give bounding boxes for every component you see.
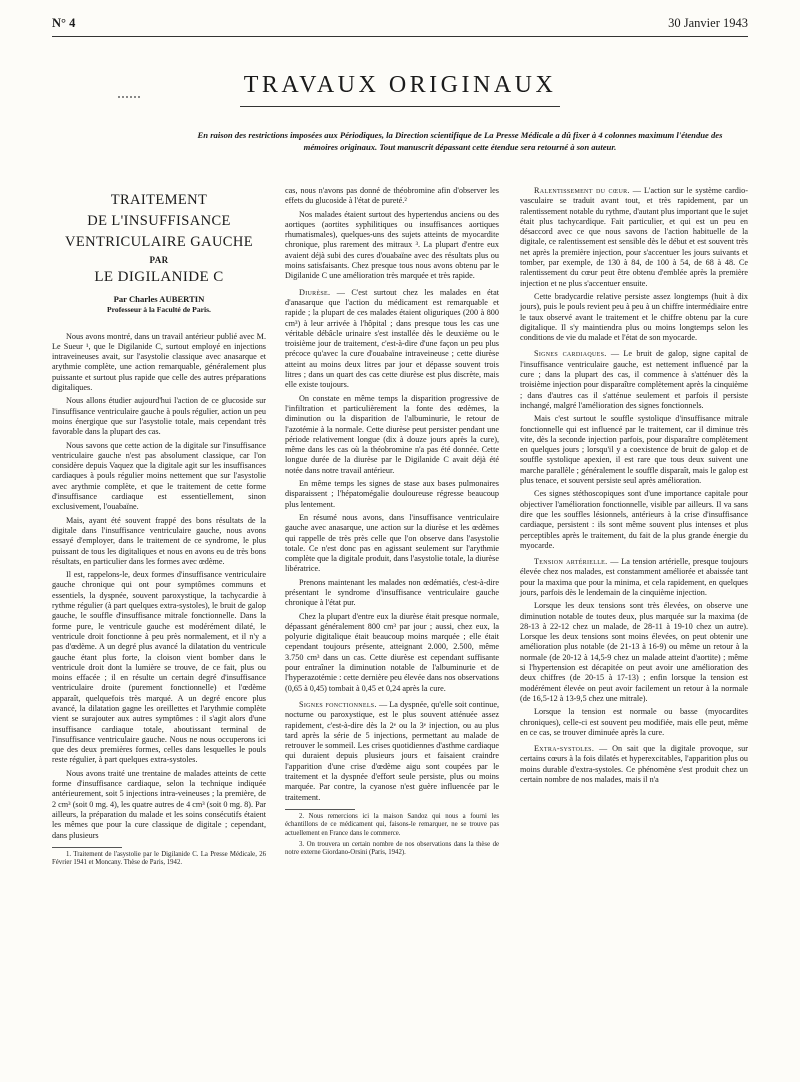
paragraph-text: — Le bruit de galop, signe capital de l'insuffisance ventriculaire gauche, est nettement influencé par la cure ; dans la plupart des cas, il commence à s'atténuer dès la troisième injection pour disparaître complètement après la cinquième ; dans d'autres cas il s'atténue seulement et parfois il persiste inchangé, malgré l'amélioration des signes fonctionnels. <box>520 349 748 410</box>
paragraph: Il est, rappelons-le, deux formes d'insuffisance ventriculaire gauche chronique qui ont pour symptômes communs et essentiels, la dyspnée, souvent paroxystique, la tachycardie à rythme régulier (à part quelques extra-systoles), le bruit de galop gauche, le souffle d'insuffisance mitrale fonctionnelle. Dans la forme pure, le ventricule gauche est modérément dilaté, le ventricule droit fonctionne à peu près normalement, et il n'y a pas d'œdème. A un degré plus avancé la dilatation du ventricule gauche étant plus forte, la cloison vient bomber dans le ventricule droit dont la lumière se trouve, de ce fait, plus ou moins effacée ; il en résulte un certain degré d'insuffisance ventriculaire droite (purement fonctionnelle) et l'œdème apparaît, quelquefois très marqué. A un degré encore plus avancé, la dilatation gagne les oreillettes et l'arythmie complète vient se surajouter aux autres symptômes : il s'agit alors d'une insuffisance cardiaque totale, aboutissant terminal de l'insuffisance ventriculaire gauche. Nous ne nous occuperons ici que des deux premières formes, celles dans lesquelles le pouls reste régulier, à part quelques extra-systoles. <box>52 570 266 765</box>
paragraph-text: — La dyspnée, qu'elle soit continue, nocturne ou paroxystique, est le plus souvent atténuée assez rapidement, c'est-à-dire dès la 2ᵉ ou la 3ᵉ injection, ou au plus tard après la série de 5 injections, permettant au malade de retrouver le sommeil. Les crises quotidiennes d'asthme cardiaque qui duraient depuis plusieurs jours et faisaient craindre l'apparition d'une crise d'œdème aigu sont coupées par le traitement et la dyspnée d'effort seule persiste, plus ou moins marquée. Par contre, la cyanose n'est guère influencée par le traitement. <box>285 699 500 802</box>
issue-date: 30 Janvier 1943 <box>668 16 748 30</box>
decorative-mark <box>118 96 140 98</box>
paragraph: Nous avons traité une trentaine de malades atteints de cette forme d'insuffisance cardiaque, selon la technique indiquée antérieurement, soit 5 injections intra-veineuses ; la première, de 2 cm³ (soit 0 mg. 4), les quatre autres de 4 cm³ (soit 0 mg. 8). Par ailleurs, la préparation du malade et les soins consécutifs étaient les mêmes que pour la cure classique de digitale ; cependant, dans plusieurs <box>52 768 266 840</box>
author: Par Charles AUBERTIN <box>113 294 205 304</box>
paragraph: En même temps les signes de stase aux bases pulmonaires disparaissent ; l'hépatomégalie douloureuse régresse beaucoup plus lentement. <box>285 479 499 509</box>
footnote: 3. On trouvera un certain nombre de nos observations dans la thèse de notre externe Giordano-Orsini (Paris, 1942). <box>285 840 499 857</box>
column-3 <box>520 186 748 788</box>
header-rule <box>52 36 748 37</box>
paragraph: Nous savons que cette action de la digitale sur l'insuffisance ventriculaire gauche n'est pas absolument classique, car l'on considère depuis Vaquez que la digitale agit sur les insuffisances cardiaques à pouls régulier moins nettement que sur l'asystolie avec arythmie complète, et que le traitement de cette forme d'insuffisance cardiaque est essentiellement, sinon exclusivement, l'ouabaïne. <box>52 440 266 512</box>
footnote-rule <box>285 809 355 810</box>
paragraph: Mais, ayant été souvent frappé des bons résultats de la digitale dans l'insuffisance ventriculaire gauche, nous avons essayé d'employer, dans le traitement de ce syndrome, le plus puissant de tous les digitaliques et nous en avons eu de très bons résultats, en particulier dans les formes avec œdème. <box>52 515 266 566</box>
footnote-rule <box>52 847 122 848</box>
paragraph-text: — C'est surtout chez les malades en état d'anasarque que l'action du médicament est remarquable et rapide ; la plupart de ces malades étaient oliguriques (200 à 800 cm³) à leur arrivée à l'hôpital ; dans presque tous les cas une véritable débâcle urinaire s'est installée dès le deuxième ou le troisième jour de traitement, c'est-à-dire d'une façon un peu plus précoce qu'avec la cure d'ouabaïne intraveineuse ; cette diurèse atteint au moins deux litres par jour et dépasse souvent trois litres ; dans un quart des cas cette diurèse est plus discrète, mais elle existe toujours. <box>285 287 499 390</box>
paragraph: Cette bradycardie relative persiste assez longtemps (huit à dix jours), puis le pouls revient peu à peu à un chiffre intermédiaire entre le taux observé avant le traitement et le chiffre obtenu par la cure digitalique. Il s'y maintiendra plus ou moins longtemps selon les conditions de vie du malade et l'état de son myocarde. <box>520 291 748 343</box>
paragraph: On constate en même temps la disparition progressive de l'infiltration et particulièrement la fonte des œdèmes, la diminution ou la disparition de l'albuminurie, le retour de l'azotémie à la normale. Cette diurèse peut persister pendant une période relativement longue (dix à douze jours après la cure), même dans les cas où la théobromine n'a pas été donnée. Cette longue durée de la diurèse par le Digilanide C avait déjà été notée dans notre travail antérieur. <box>285 393 499 475</box>
banner-rule <box>240 106 560 107</box>
paragraph: Nos malades étaient surtout des hypertendus anciens ou des aortiques (aortites syphilitiques ou insuffisances aortiques rhumatismales), quelques-uns des sujets atteints de myocardite chronique, plus rarement des mitraux ³. La plupart d'entre eux avaient déjà subi des cures d'ouabaïne avec des résultats plus ou moins satisfaisants. Chez presque tous nous avons obtenu par le Digilanide C une amélioration très marquée et très rapide. <box>285 209 499 281</box>
paragraph-signes <box>285 700 499 803</box>
paragraph: Nous avons montré, dans un travail antérieur publié avec M. Le Sueur ¹, que le Digilanide C, surtout employé en injections intraveineuses avait, sur l'asystolie classique avec anasarque et arythmie complète, une action remarquable, généralement plus puissante et surtout plus rapide que celle des autres préparations digitaliques. <box>52 331 266 393</box>
paragraph-extra-systoles <box>520 744 748 785</box>
section-heading: Signes fonctionnels. <box>299 699 377 709</box>
section-heading: Tension artérielle. <box>534 557 608 567</box>
title-line-4: LE DIGILANIDE C <box>94 269 224 285</box>
editorial-notice: En raison des restrictions imposées aux Périodiques, la Direction scientifique de La Presse Médicale a dû fixer à 4 colonnes maximum l'étendue des mémoires originaux. Tout manuscrit dépassant cette étendue sera retourné à son auteur. <box>197 130 723 152</box>
paragraph-text: — La tension artérielle, presque toujours élevée chez nos malades, est constamment améliorée et abaissée tant pour la maxima que pour la minima, et cela rapidement, en quelques jours, parfois dès le lendemain de la cinquième injection. <box>520 557 748 597</box>
paragraph-diurese <box>285 288 499 391</box>
title-line-2: DE L'INSUFFISANCE <box>87 213 231 229</box>
paragraph: cas, nous n'avons pas donné de théobromine afin d'observer les effets du glucoside à l'état de pureté.² <box>285 186 499 206</box>
column-1 <box>52 188 266 870</box>
paragraph-signes-cardiaques <box>520 349 748 411</box>
paragraph: Chez la plupart d'entre eux la diurèse était presque normale, dépassant généralement 800 cm³ par jour ; aussi, chez eux, la polyurie digitalique était beaucoup moins marquée ; elle était cependant toujours présente, atteignant 2.000, 2.500, même 3.750 cm³ dans un cas. Cette diurèse est cependant suffisante pour entraîner la diminution notable de l'albuminurie et de l'hyperazotémie : cette dernière peu élevée dans nos observations (0,65 à 0,45) tombait à 0,45 et 0,24 après la cure. <box>285 611 499 693</box>
section-heading: Signes cardiaques. <box>534 349 607 359</box>
paragraph-tension <box>520 557 748 598</box>
title-line-3: VENTRICULAIRE GAUCHE <box>64 234 254 250</box>
column-2 <box>285 186 499 860</box>
paragraph: Prenons maintenant les malades non œdématiés, c'est-à-dire présentant le syndrome d'insuffisance ventriculaire gauche chronique à l'état pur. <box>285 577 499 608</box>
article-title <box>52 190 266 288</box>
issue-number: N° 4 <box>52 16 76 30</box>
paragraph: Ces signes stéthoscopiques sont d'une importance capitale pour objectiver l'amélioration fonctionnelle, visible par ailleurs. Il va sans dire que les souffles lésionnels, antérieurs à la crise d'insuffisance cardiaque, persistent : ils sont même souvent plus intenses et plus perceptibles après le traitement, du fait de la plus grande énergie du myocarde. <box>520 489 748 550</box>
section-heading: Diurèse. <box>299 287 331 297</box>
paragraph: Mais c'est surtout le souffle systolique d'insuffisance mitrale fonctionnelle qui est influencé par le traitement, car il diminue très vite, dès la seconde injection parfois, pour disparaître complètement en quelques jours ; lorsqu'il y a coexistence de bruit de galop et de souffle systolique apexien, il est rare que tous deux suivent une marche parallèle ; généralement le souffle disparaît, mais le galop est plus tenace, et souvent persiste seul après amélioration. <box>520 414 748 486</box>
paragraph: Lorsque les deux tensions sont très élevées, on observe une diminution notable de toutes deux, plus marquée sur la maxima (de 28-13 à 22-12 chez un malade, de 28-11 à 19-10 chez un autre). Lorsque les deux tensions sont moins élevées, on peut obtenir une amélioration plus notable (de 21-13 à 16-9) ou même un retour à la normale (de 20-12 à 14,5-9 chez un malade atteint d'aortite) ; même si l'hypertension est décapitée on peut avoir une amélioration des deux chiffres (de 20-15 à 17-13) ; enfin lorsque la tension est modérément élevée on peut avoir facilement un retour à la normale (de 16,5-12 à 13-9,5 chez une mitrale). <box>520 601 748 703</box>
paragraph: Lorsque la tension est normale ou basse (myocardites chroniques), celle-ci est souvent peu modifiée, mais elle peut, même en ce cas, se trouver diminuée après la cure. <box>520 707 748 737</box>
title-line-1: TRAITEMENT <box>110 192 208 208</box>
paragraph-text: — L'action sur le système cardio-vasculaire se traduit avant tout, et très rapidement, par un ralentissement notable du rythme, d'autant plus important que le sujet était plus tachycardique. Fait particulier, et qui est un peu en désaccord avec ce que nous savons de l'action habituelle de la digitale, ce ralentissement est sensible dès le début et est souvent très net après la première injection, pour s'accentuer les jours suivants et tomber, par exemple, de 130 à 84, de 100 à 54, de 68 à 48. Ce ralentissement du cœur peut être obtenu d'emblée après la première injection et ne plus s'accentuer ensuite. <box>520 186 748 288</box>
footnote: 1. Traitement de l'asystolie par le Digilanide C. La Presse Médicale, 26 Février 1941 et Moncany. Thèse de Paris, 1942. <box>52 850 266 867</box>
footnote: 2. Nous remercions ici la maison Sandoz qui nous a fourni les échantillons de ce médicament qui, faisons-le remarquer, ne se trouve pas actuellement en France dans le commerce. <box>285 812 499 837</box>
section-heading: Extra-systoles. <box>534 744 595 754</box>
affiliation: Professeur à la Faculté de Paris. <box>107 305 211 315</box>
page-header <box>52 16 748 34</box>
paragraph: En résumé nous avons, dans l'insuffisance ventriculaire gauche avec anasarque, une action sur la diurèse et les œdèmes qui rappelle de très près celle que l'on observe dans l'asystolie totale. Ce n'est donc pas en agissant seulement sur l'arythmie complète que la digitale produit, dans l'asystolie totale, la diurèse libératrice. <box>285 512 499 574</box>
section-banner: TRAVAUX ORIGINAUX <box>243 72 557 98</box>
title-par: PAR <box>149 255 169 265</box>
paragraph: Nous allons étudier aujourd'hui l'action de ce glucoside sur l'insuffisance ventriculaire gauche à pouls régulier, action un peu moins énergique que sur l'asystolie totale, mais cependant très favorable dans la plupart des cas. <box>52 396 266 437</box>
section-heading: Ralentissement du cœur. <box>534 186 630 195</box>
paragraph-ralentissement <box>520 186 748 289</box>
paragraph-text: — On sait que la digitale provoque, sur certains cœurs à la fois dilatés et hyperexcitables, l'apparition plus ou moins durable d'extra-systoles. Ce phénomène s'est produit chez un certain nombre de nos malades, mais il n'a <box>520 744 748 785</box>
